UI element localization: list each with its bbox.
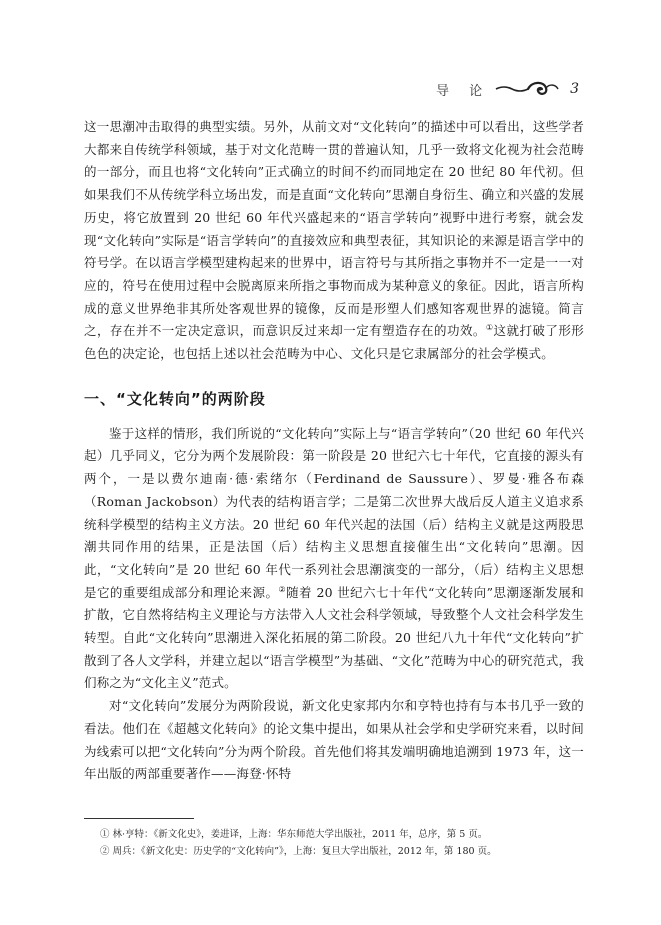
footnotes xyxy=(100,826,584,860)
body-text xyxy=(84,116,584,786)
running-header xyxy=(436,78,579,100)
paragraph-3: 对“文化转向”发展分为两阶段说，新文化史家邦内尔和亨特也持有与本书几乎一致的看法。他们在《超越文化转向》的论文集中提出，如果从社会学和史学研究来看，以时间为线索可以把“文化转向”分为两个阶段。首先他们将其发端明确地追溯到 1973 年，这一年出版的两部重要著作——海登·怀特 xyxy=(84,698,584,782)
footnote-ref-2[interactable]: ② xyxy=(278,584,287,594)
footnote-divider xyxy=(84,818,194,819)
paragraph-1: 这一思潮冲击取得的典型实绩。另外，从前文对“文化转向”的描述中可以看出，这些学者大都来自传统学科领域，基于对文化范畴一贯的普遍认知，几乎一致将文化视为社会范畴的一部分，而且也将“文化转向”正式确立的时间不约而同地定在 20 世纪 80 年代初。但如果我们不从传统学科立场出发，而是直面“文化转向”思潮自身衍生、确立和兴盛的发展历史，将它放置到 20 世纪 60 年代兴盛起来的“语言学转向”视野中进行考察，就会发现“文化转向”实际是“语言学转向”的直接效应和典型表征，其知识论的来源是语言学中的符号学。在以语言学模型建构起来的世界中，语言符号与其所指之事物并不一定是一一对应的，符号在使用过程中会脱离原来所指之事物而成为某种意义的象征。因此，语言所构成的意义世界绝非其所处客观世界的镜像，反而是形塑人们感知客观世界的滤镜。简言之，存在并不一定决定意识，而意识反过来却一定有塑造存在的功效。①这就打破了形形色色的决定论，也包括上述以社会范畴为中心、文化只是它隶属部分的社会学模式。 xyxy=(84,119,584,362)
footnote-2: ② 周兵：《新文化史：历史学的“文化转向”》，上海：复旦大学出版社，2012 年，第 180 页。 xyxy=(100,846,497,857)
paragraph-2: 鉴于这样的情形，我们所说的“文化转向”实际上与“语言学转向”（20 世纪 60 年代兴起）几乎同义，它分为两个发展阶段：第一阶段是 20 世纪六七十年代，它直接的源头有两个，一是以费尔迪南·德·索绪尔（Ferdinand de Saussure）、罗曼·雅各布森（Roman Jackobson）为代表的结构语言学；二是第二次世界大战后反人道主义追求系统科学模型的结构主义方法。20 世纪 60 年代兴起的法国（后）结构主义就是这两股思潮共同作用的结果，正是法国（后）结构主义思想直接催生出“文化转向”思潮。因此，“文化转向”是 20 世纪 60 年代一系列社会思潮演变的一部分，（后）结构主义思想是它的重要组成部分和理论来源。②随着 20 世纪六七十年代“文化转向”思潮逐渐发展和扩散，它自然将结构主义理论与方法带入人文社会科学领域，导致整个人文社会科学发生转型。自此“文化转向”思潮进入深化拓展的第二阶段。20 世纪八九十年代“文化转向”扩散到了各人文学科，并建立起以“语言学模型”为基础、“文化”范畴为中心的研究范式，我们称之为“文化主义”范式。 xyxy=(84,425,584,691)
running-header-title: 导 论 xyxy=(435,83,491,99)
footnote-1: ① 林·亨特：《新文化史》，姜进译，上海：华东师范大学出版社，2011 年，总序，第 5 页。 xyxy=(100,829,488,840)
scroll-ornament-icon xyxy=(494,79,560,99)
footnote-ref-1[interactable]: ① xyxy=(485,323,494,333)
page-number: 3 xyxy=(570,81,579,97)
section-heading: 一、“文化转向”的两阶段 xyxy=(84,389,266,408)
